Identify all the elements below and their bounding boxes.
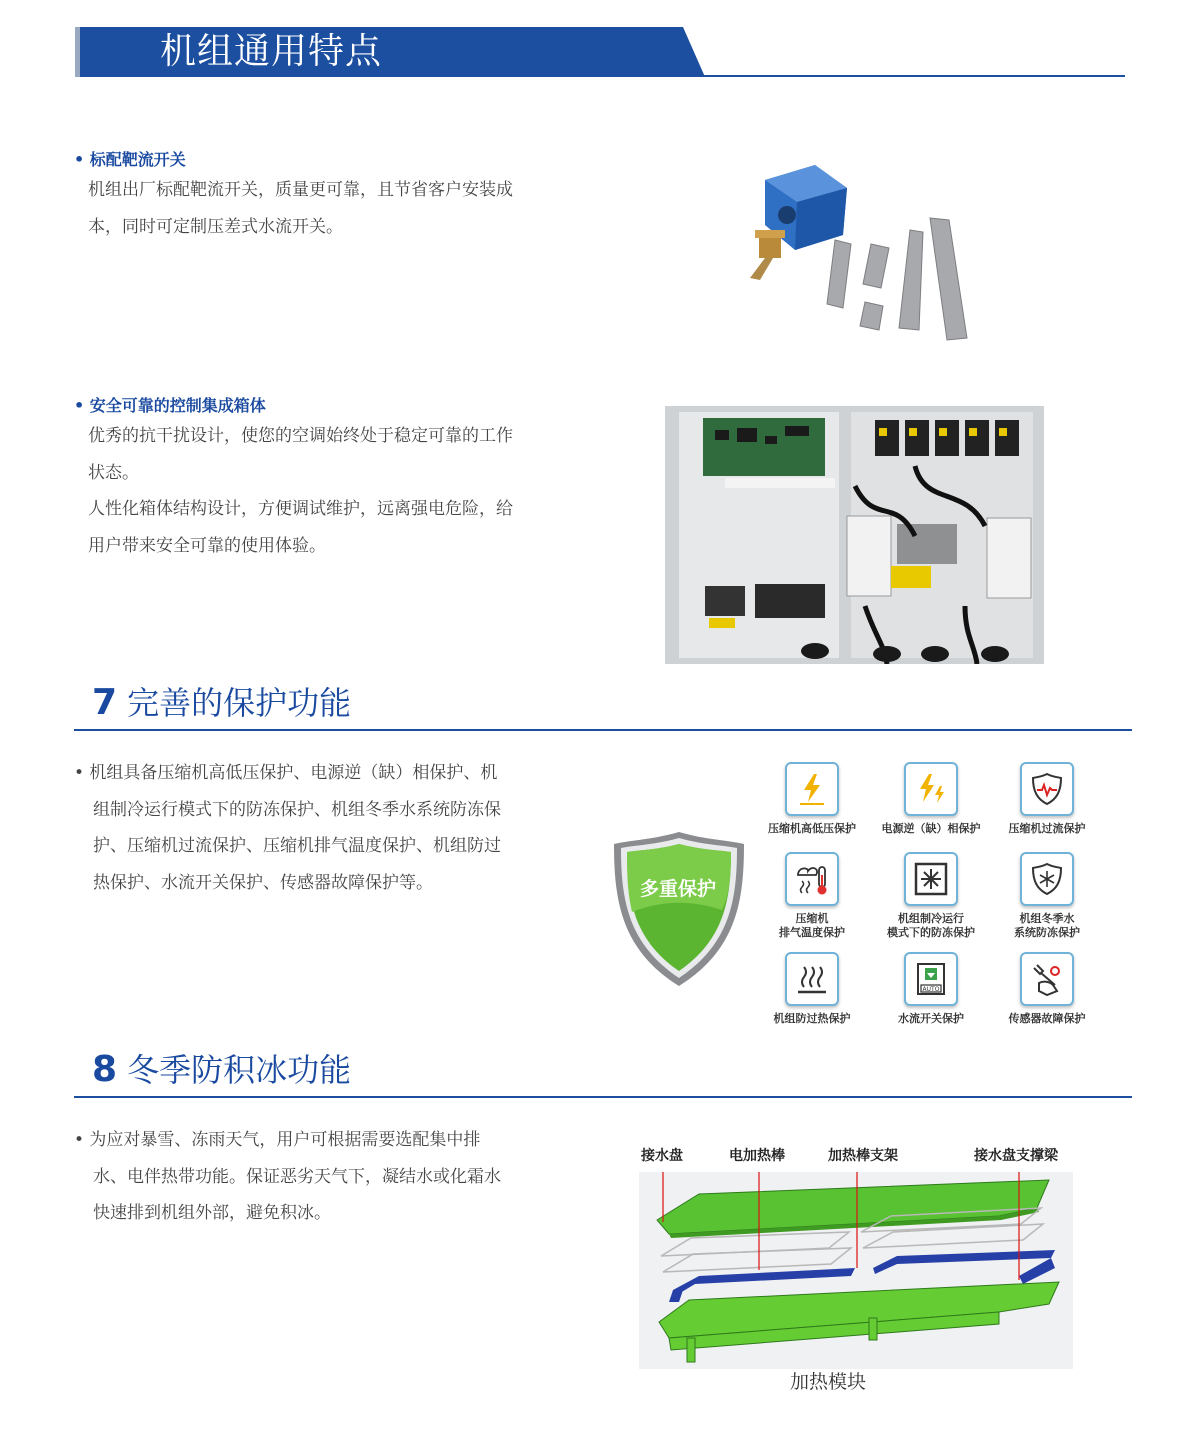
protection-text [74,755,554,901]
diagram-caption: 加热模块 [790,1371,867,1393]
protection-item-phase [866,762,996,836]
protection-item-overcurrent [982,762,1112,836]
label-drain-pan-beam: 接水盘支撑梁 [974,1148,1058,1164]
section-number: 7 [92,682,118,723]
feature-text-control-box [88,418,568,564]
label-drain-pan: 接水盘 [641,1148,683,1164]
thermometer-icon [785,852,839,906]
lightning-icon [785,762,839,816]
text-line: 护、压缩机过流保护、压缩机排气温度保护、机组防过 [93,836,501,856]
header-rule [700,75,1125,77]
protection-item-sensor-fault [982,952,1112,1026]
text-line: • 机组具备压缩机高低压保护、电源逆（缺）相保护、机 [74,763,498,783]
control-box-image [665,406,1044,664]
protection-label: 机组制冷运行 模式下的防冻保护 [887,912,975,939]
wrench-hand-icon [1020,952,1074,1006]
multi-protection-shield [612,830,746,988]
protection-item-flow-switch [866,952,996,1026]
text-line: 优秀的抗干扰设计，使您的空调始终处于稳定可靠的工作 [88,426,513,446]
protection-label: 电源逆（缺）相保护 [881,822,981,835]
text-line: 热保护、水流开关保护、传感器故障保护等。 [93,872,433,893]
protection-item-winter-antifreeze [982,852,1112,940]
text-line: 状态。 [88,462,139,483]
section-number: 8 [92,1049,118,1090]
page-title: 机组通用特点 [160,31,383,72]
shield-pulse-icon [1020,762,1074,816]
protection-item-cooling-antifreeze [866,852,996,940]
section-title: 冬季防积冰功能 [127,1051,352,1089]
label-heater-rod: 电加热棒 [729,1148,785,1164]
feature-text-flow-switch [88,172,568,245]
section-rule [74,1096,1132,1098]
text-line: • 为应对暴雪、冻雨天气，用户可根据需要选配集中排 [74,1130,481,1150]
auto-text: AUTO [922,986,940,993]
shield-snowflake-icon [1020,852,1074,906]
text-line: 用户带来安全可靠的使用体验。 [88,535,326,556]
protection-item-high-low-pressure [747,762,877,836]
section-title: 完善的保护功能 [127,684,352,722]
anti-ice-text [74,1122,554,1232]
heat-waves-icon [785,952,839,1006]
section-heading-protection [92,683,351,723]
text-line: 水、电伴热带功能。保证恶劣天气下，凝结水或化霜水 [93,1166,501,1187]
label-heater-bracket: 加热棒支架 [828,1148,898,1164]
protection-item-overheat [747,952,877,1026]
text-line: 机组出厂标配靶流开关，质量更可靠，且节省客户安装成 [88,180,513,200]
text-line: 组制冷运行模式下的防冻保护、机组冬季水系统防冻保 [93,799,501,820]
heating-module-diagram [639,1172,1073,1369]
protection-label: 压缩机 排气温度保护 [779,912,845,939]
section-rule [74,729,1132,731]
shield-label: 多重保护 [639,878,716,900]
feature-title-flow-switch: • 标配靶流开关 [74,150,186,169]
protection-label: 水流开关保护 [898,1012,964,1025]
feature-title-control-box: • 安全可靠的控制集成箱体 [74,396,266,415]
text-line: 快速排到机组外部，避免积冰。 [93,1203,331,1223]
flow-switch-image [735,160,975,345]
snowflake-box-icon [904,852,958,906]
phase-lightning-icon [904,762,958,816]
section-heading-anti-ice [92,1050,351,1090]
protection-label: 机组冬季水 系统防冻保护 [1014,912,1080,939]
protection-label: 传感器故障保护 [1008,1012,1086,1025]
protection-label: 压缩机高低压保护 [768,822,856,835]
auto-switch-icon [904,952,958,1006]
protection-label: 机组防过热保护 [773,1012,851,1025]
protection-item-discharge-temp [747,852,877,940]
text-line: 本，同时可定制压差式水流开关。 [88,216,343,237]
text-line: 人性化箱体结构设计，方便调试维护，远离强电危险，给 [88,499,513,519]
protection-label: 压缩机过流保护 [1008,822,1086,835]
